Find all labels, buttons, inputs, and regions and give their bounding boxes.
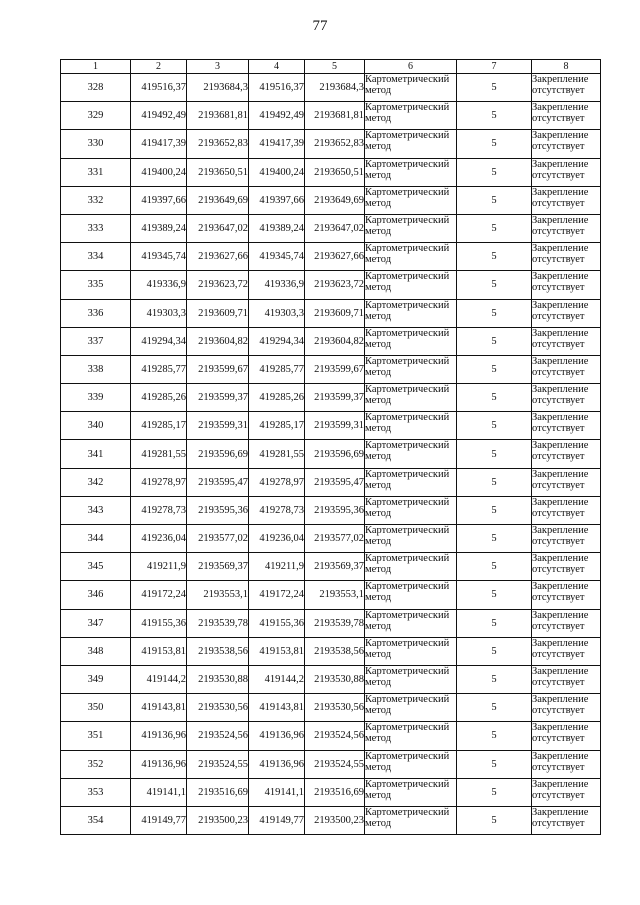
x-coordinate: 419389,24: [131, 214, 187, 242]
x-coordinate: 419345,74: [249, 243, 305, 271]
x-coordinate: 419285,17: [249, 412, 305, 440]
column-header-3: 3: [187, 60, 249, 74]
method: Картометрический метод: [365, 609, 457, 637]
y-coordinate: 2193530,88: [305, 665, 365, 693]
table-row: [61, 609, 601, 637]
table-row: [61, 271, 601, 299]
accuracy: 5: [457, 750, 532, 778]
point-number: 330: [61, 130, 131, 158]
method: Картометрический метод: [365, 665, 457, 693]
x-coordinate: 419281,55: [131, 440, 187, 468]
accuracy: 5: [457, 496, 532, 524]
table-row: [61, 694, 601, 722]
column-header-2: 2: [131, 60, 187, 74]
fixation: Закрепление отсутствует: [532, 384, 601, 412]
x-coordinate: 419336,9: [131, 271, 187, 299]
table-row: [61, 750, 601, 778]
point-number: 335: [61, 271, 131, 299]
x-coordinate: 419278,73: [131, 496, 187, 524]
page-number: 77: [312, 18, 328, 34]
column-header-7: 7: [457, 60, 532, 74]
point-number: 337: [61, 327, 131, 355]
x-coordinate: 419417,39: [131, 130, 187, 158]
method: Картометрический метод: [365, 74, 457, 102]
point-number: 338: [61, 355, 131, 383]
method: Картометрический метод: [365, 327, 457, 355]
table-row: [61, 158, 601, 186]
y-coordinate: 2193530,88: [187, 665, 249, 693]
y-coordinate: 2193609,71: [305, 299, 365, 327]
table-row: [61, 440, 601, 468]
fixation: Закрепление отсутствует: [532, 214, 601, 242]
y-coordinate: 2193524,55: [305, 750, 365, 778]
fixation: Закрепление отсутствует: [532, 130, 601, 158]
table-row: [61, 581, 601, 609]
x-coordinate: 419492,49: [249, 102, 305, 130]
y-coordinate: 2193684,3: [187, 74, 249, 102]
x-coordinate: 419155,36: [249, 609, 305, 637]
point-number: 333: [61, 214, 131, 242]
fixation: Закрепление отсутствует: [532, 271, 601, 299]
point-number: 345: [61, 553, 131, 581]
table-row: [61, 525, 601, 553]
point-number: 349: [61, 665, 131, 693]
x-coordinate: 419345,74: [131, 243, 187, 271]
y-coordinate: 2193553,1: [187, 581, 249, 609]
point-number: 351: [61, 722, 131, 750]
y-coordinate: 2193599,31: [305, 412, 365, 440]
y-coordinate: 2193609,71: [187, 299, 249, 327]
table-row: [61, 299, 601, 327]
method: Картометрический метод: [365, 158, 457, 186]
x-coordinate: 419294,34: [249, 327, 305, 355]
method: Картометрический метод: [365, 722, 457, 750]
accuracy: 5: [457, 778, 532, 806]
y-coordinate: 2193516,69: [187, 778, 249, 806]
column-header-4: 4: [249, 60, 305, 74]
point-number: 328: [61, 74, 131, 102]
y-coordinate: 2193569,37: [187, 553, 249, 581]
fixation: Закрепление отсутствует: [532, 778, 601, 806]
y-coordinate: 2193599,67: [305, 355, 365, 383]
method: Картометрический метод: [365, 581, 457, 609]
column-header-8: 8: [532, 60, 601, 74]
method: Картометрический метод: [365, 525, 457, 553]
y-coordinate: 2193539,78: [305, 609, 365, 637]
y-coordinate: 2193596,69: [187, 440, 249, 468]
y-coordinate: 2193530,56: [187, 694, 249, 722]
x-coordinate: 419285,77: [249, 355, 305, 383]
fixation: Закрепление отсутствует: [532, 412, 601, 440]
y-coordinate: 2193553,1: [305, 581, 365, 609]
method: Картометрический метод: [365, 806, 457, 834]
coordinates-table: [60, 59, 601, 835]
x-coordinate: 419389,24: [249, 214, 305, 242]
fixation: Закрепление отсутствует: [532, 750, 601, 778]
y-coordinate: 2193595,36: [305, 496, 365, 524]
y-coordinate: 2193595,47: [187, 468, 249, 496]
fixation: Закрепление отсутствует: [532, 694, 601, 722]
x-coordinate: 419236,04: [249, 525, 305, 553]
table-row: [61, 384, 601, 412]
accuracy: 5: [457, 665, 532, 693]
y-coordinate: 2193599,31: [187, 412, 249, 440]
fixation: Закрепление отсутствует: [532, 299, 601, 327]
y-coordinate: 2193538,56: [187, 637, 249, 665]
method: Картометрический метод: [365, 778, 457, 806]
point-number: 343: [61, 496, 131, 524]
table-row: [61, 74, 601, 102]
accuracy: 5: [457, 722, 532, 750]
y-coordinate: 2193595,36: [187, 496, 249, 524]
fixation: Закрепление отсутствует: [532, 468, 601, 496]
method: Картометрический метод: [365, 243, 457, 271]
x-coordinate: 419141,1: [131, 778, 187, 806]
y-coordinate: 2193627,66: [187, 243, 249, 271]
accuracy: 5: [457, 271, 532, 299]
x-coordinate: 419278,97: [249, 468, 305, 496]
y-coordinate: 2193524,55: [187, 750, 249, 778]
method: Картометрический метод: [365, 355, 457, 383]
fixation: Закрепление отсутствует: [532, 440, 601, 468]
accuracy: 5: [457, 243, 532, 271]
y-coordinate: 2193647,02: [305, 214, 365, 242]
method: Картометрический метод: [365, 468, 457, 496]
table-row: [61, 355, 601, 383]
y-coordinate: 2193577,02: [305, 525, 365, 553]
accuracy: 5: [457, 186, 532, 214]
x-coordinate: 419136,96: [249, 722, 305, 750]
accuracy: 5: [457, 637, 532, 665]
table-row: [61, 214, 601, 242]
method: Картометрический метод: [365, 271, 457, 299]
method: Картометрический метод: [365, 440, 457, 468]
y-coordinate: 2193500,23: [187, 806, 249, 834]
x-coordinate: 419236,04: [131, 525, 187, 553]
fixation: Закрепление отсутствует: [532, 609, 601, 637]
x-coordinate: 419211,9: [249, 553, 305, 581]
x-coordinate: 419136,96: [131, 722, 187, 750]
point-number: 329: [61, 102, 131, 130]
header-row: [61, 60, 601, 74]
x-coordinate: 419136,96: [249, 750, 305, 778]
y-coordinate: 2193599,67: [187, 355, 249, 383]
x-coordinate: 419400,24: [249, 158, 305, 186]
accuracy: 5: [457, 440, 532, 468]
x-coordinate: 419144,2: [131, 665, 187, 693]
x-coordinate: 419303,3: [249, 299, 305, 327]
x-coordinate: 419172,24: [249, 581, 305, 609]
point-number: 348: [61, 637, 131, 665]
fixation: Закрепление отсутствует: [532, 581, 601, 609]
x-coordinate: 419285,17: [131, 412, 187, 440]
y-coordinate: 2193500,23: [305, 806, 365, 834]
accuracy: 5: [457, 525, 532, 553]
method: Картометрический метод: [365, 384, 457, 412]
point-number: 340: [61, 412, 131, 440]
x-coordinate: 419143,81: [131, 694, 187, 722]
point-number: 332: [61, 186, 131, 214]
table-row: [61, 243, 601, 271]
x-coordinate: 419397,66: [131, 186, 187, 214]
fixation: Закрепление отсутствует: [532, 496, 601, 524]
fixation: Закрепление отсутствует: [532, 158, 601, 186]
y-coordinate: 2193516,69: [305, 778, 365, 806]
x-coordinate: 419278,73: [249, 496, 305, 524]
x-coordinate: 419417,39: [249, 130, 305, 158]
fixation: Закрепление отсутствует: [532, 525, 601, 553]
point-number: 339: [61, 384, 131, 412]
method: Картометрический метод: [365, 694, 457, 722]
x-coordinate: 419149,77: [131, 806, 187, 834]
x-coordinate: 419172,24: [131, 581, 187, 609]
x-coordinate: 419516,37: [249, 74, 305, 102]
point-number: 352: [61, 750, 131, 778]
method: Картометрический метод: [365, 214, 457, 242]
accuracy: 5: [457, 581, 532, 609]
y-coordinate: 2193524,56: [305, 722, 365, 750]
table-row: [61, 637, 601, 665]
fixation: Закрепление отсутствует: [532, 186, 601, 214]
table-row: [61, 327, 601, 355]
y-coordinate: 2193577,02: [187, 525, 249, 553]
y-coordinate: 2193650,51: [305, 158, 365, 186]
x-coordinate: 419136,96: [131, 750, 187, 778]
y-coordinate: 2193524,56: [187, 722, 249, 750]
accuracy: 5: [457, 74, 532, 102]
accuracy: 5: [457, 299, 532, 327]
x-coordinate: 419294,34: [131, 327, 187, 355]
fixation: Закрепление отсутствует: [532, 327, 601, 355]
fixation: Закрепление отсутствует: [532, 553, 601, 581]
method: Картометрический метод: [365, 496, 457, 524]
x-coordinate: 419149,77: [249, 806, 305, 834]
point-number: 347: [61, 609, 131, 637]
method: Картометрический метод: [365, 553, 457, 581]
table-row: [61, 102, 601, 130]
method: Картометрический метод: [365, 637, 457, 665]
accuracy: 5: [457, 694, 532, 722]
x-coordinate: 419143,81: [249, 694, 305, 722]
x-coordinate: 419336,9: [249, 271, 305, 299]
fixation: Закрепление отсутствует: [532, 637, 601, 665]
x-coordinate: 419397,66: [249, 186, 305, 214]
accuracy: 5: [457, 412, 532, 440]
x-coordinate: 419303,3: [131, 299, 187, 327]
accuracy: 5: [457, 384, 532, 412]
y-coordinate: 2193530,56: [305, 694, 365, 722]
y-coordinate: 2193650,51: [187, 158, 249, 186]
x-coordinate: 419155,36: [131, 609, 187, 637]
accuracy: 5: [457, 806, 532, 834]
point-number: 331: [61, 158, 131, 186]
y-coordinate: 2193623,72: [187, 271, 249, 299]
point-number: 336: [61, 299, 131, 327]
column-header-6: 6: [365, 60, 457, 74]
point-number: 353: [61, 778, 131, 806]
method: Картометрический метод: [365, 299, 457, 327]
x-coordinate: 419153,81: [131, 637, 187, 665]
y-coordinate: 2193681,81: [187, 102, 249, 130]
accuracy: 5: [457, 130, 532, 158]
accuracy: 5: [457, 327, 532, 355]
table-row: [61, 186, 601, 214]
fixation: Закрепление отсутствует: [532, 665, 601, 693]
table-row: [61, 496, 601, 524]
y-coordinate: 2193623,72: [305, 271, 365, 299]
table-row: [61, 412, 601, 440]
point-number: 341: [61, 440, 131, 468]
accuracy: 5: [457, 553, 532, 581]
y-coordinate: 2193684,3: [305, 74, 365, 102]
method: Картометрический метод: [365, 412, 457, 440]
x-coordinate: 419278,97: [131, 468, 187, 496]
point-number: 346: [61, 581, 131, 609]
column-header-5: 5: [305, 60, 365, 74]
fixation: Закрепление отсутствует: [532, 355, 601, 383]
method: Картометрический метод: [365, 750, 457, 778]
method: Картометрический метод: [365, 130, 457, 158]
table-row: [61, 778, 601, 806]
fixation: Закрепление отсутствует: [532, 243, 601, 271]
accuracy: 5: [457, 214, 532, 242]
fixation: Закрепление отсутствует: [532, 722, 601, 750]
x-coordinate: 419141,1: [249, 778, 305, 806]
accuracy: 5: [457, 609, 532, 637]
y-coordinate: 2193604,82: [187, 327, 249, 355]
x-coordinate: 419285,26: [249, 384, 305, 412]
y-coordinate: 2193599,37: [305, 384, 365, 412]
accuracy: 5: [457, 468, 532, 496]
y-coordinate: 2193652,83: [305, 130, 365, 158]
y-coordinate: 2193652,83: [187, 130, 249, 158]
x-coordinate: 419153,81: [249, 637, 305, 665]
table-row: [61, 722, 601, 750]
y-coordinate: 2193595,47: [305, 468, 365, 496]
x-coordinate: 419144,2: [249, 665, 305, 693]
column-header-1: 1: [61, 60, 131, 74]
method: Картометрический метод: [365, 102, 457, 130]
y-coordinate: 2193599,37: [187, 384, 249, 412]
accuracy: 5: [457, 158, 532, 186]
fixation: Закрепление отсутствует: [532, 806, 601, 834]
table-row: [61, 130, 601, 158]
y-coordinate: 2193604,82: [305, 327, 365, 355]
y-coordinate: 2193649,69: [187, 186, 249, 214]
y-coordinate: 2193647,02: [187, 214, 249, 242]
x-coordinate: 419492,49: [131, 102, 187, 130]
y-coordinate: 2193649,69: [305, 186, 365, 214]
point-number: 354: [61, 806, 131, 834]
accuracy: 5: [457, 355, 532, 383]
y-coordinate: 2193681,81: [305, 102, 365, 130]
point-number: 342: [61, 468, 131, 496]
fixation: Закрепление отсутствует: [532, 102, 601, 130]
y-coordinate: 2193569,37: [305, 553, 365, 581]
x-coordinate: 419285,26: [131, 384, 187, 412]
point-number: 344: [61, 525, 131, 553]
y-coordinate: 2193539,78: [187, 609, 249, 637]
method: Картометрический метод: [365, 186, 457, 214]
y-coordinate: 2193538,56: [305, 637, 365, 665]
x-coordinate: 419211,9: [131, 553, 187, 581]
accuracy: 5: [457, 102, 532, 130]
fixation: Закрепление отсутствует: [532, 74, 601, 102]
x-coordinate: 419285,77: [131, 355, 187, 383]
point-number: 334: [61, 243, 131, 271]
x-coordinate: 419400,24: [131, 158, 187, 186]
x-coordinate: 419516,37: [131, 74, 187, 102]
x-coordinate: 419281,55: [249, 440, 305, 468]
y-coordinate: 2193627,66: [305, 243, 365, 271]
table-row: [61, 553, 601, 581]
table-row: [61, 665, 601, 693]
table-row: [61, 468, 601, 496]
point-number: 350: [61, 694, 131, 722]
y-coordinate: 2193596,69: [305, 440, 365, 468]
table-row: [61, 806, 601, 834]
